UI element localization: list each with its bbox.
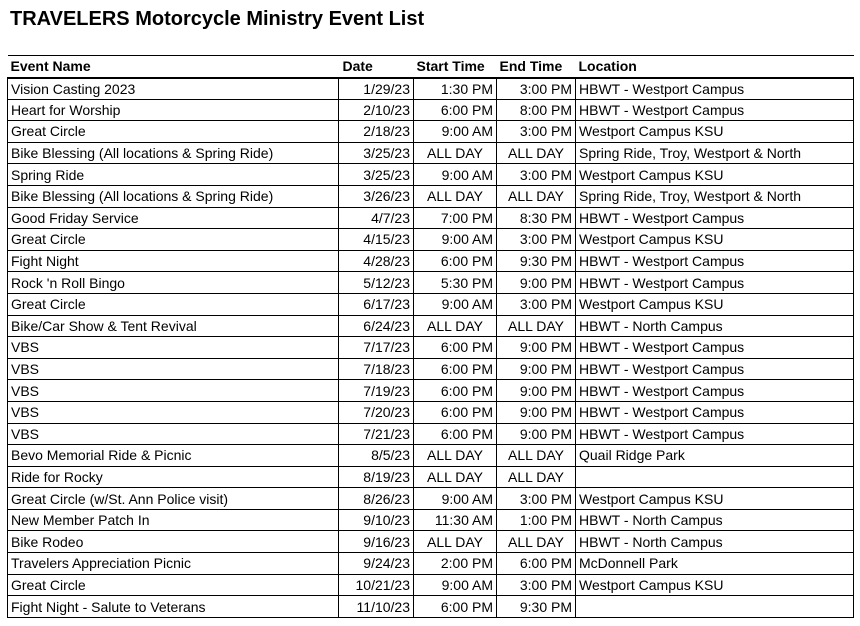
- cell-end-time: 3:00 PM: [497, 164, 576, 186]
- cell-location: HBWT - Westport Campus: [576, 337, 854, 359]
- cell-location: Westport Campus KSU: [576, 121, 854, 143]
- cell-start-time: ALL DAY: [414, 185, 497, 207]
- table-row: [8, 337, 854, 359]
- cell-end-time: 8:00 PM: [497, 99, 576, 121]
- cell-event-name: Great Circle: [8, 574, 339, 596]
- cell-start-time: ALL DAY: [414, 142, 497, 164]
- cell-start-time: 9:00 AM: [414, 164, 497, 186]
- table-row: [8, 121, 854, 143]
- header-end-time: End Time: [497, 56, 576, 78]
- table-row: [8, 293, 854, 315]
- cell-date: 4/15/23: [339, 229, 414, 251]
- table-row: [8, 207, 854, 229]
- cell-location: HBWT - Westport Campus: [576, 78, 854, 100]
- table-body: [8, 78, 854, 618]
- cell-start-time: 11:30 AM: [414, 509, 497, 531]
- cell-event-name: Great Circle: [8, 293, 339, 315]
- table-row: [8, 78, 854, 100]
- cell-end-time: 9:00 PM: [497, 337, 576, 359]
- cell-date: 8/5/23: [339, 445, 414, 467]
- cell-event-name: Travelers Appreciation Picnic: [8, 553, 339, 575]
- cell-event-name: VBS: [8, 423, 339, 445]
- table-row: [8, 531, 854, 553]
- table-row: [8, 423, 854, 445]
- cell-location: HBWT - Westport Campus: [576, 401, 854, 423]
- cell-event-name: Vision Casting 2023: [8, 78, 339, 100]
- cell-location: HBWT - Westport Campus: [576, 358, 854, 380]
- cell-date: 8/26/23: [339, 488, 414, 510]
- table-row: [8, 401, 854, 423]
- table-row: [8, 250, 854, 272]
- cell-start-time: 6:00 PM: [414, 337, 497, 359]
- cell-date: 7/19/23: [339, 380, 414, 402]
- cell-event-name: VBS: [8, 337, 339, 359]
- cell-end-time: 6:00 PM: [497, 553, 576, 575]
- cell-location: McDonnell Park: [576, 553, 854, 575]
- cell-end-time: 9:00 PM: [497, 380, 576, 402]
- cell-location: HBWT - Westport Campus: [576, 423, 854, 445]
- cell-event-name: Heart for Worship: [8, 99, 339, 121]
- table-header: [8, 56, 854, 78]
- table-row: [8, 553, 854, 575]
- cell-location: HBWT - North Campus: [576, 509, 854, 531]
- cell-start-time: 6:00 PM: [414, 401, 497, 423]
- table-row: [8, 380, 854, 402]
- cell-end-time: 9:00 PM: [497, 401, 576, 423]
- cell-location: HBWT - Westport Campus: [576, 250, 854, 272]
- cell-event-name: Fight Night: [8, 250, 339, 272]
- cell-start-time: ALL DAY: [414, 531, 497, 553]
- cell-start-time: 1:30 PM: [414, 78, 497, 100]
- cell-end-time: 3:00 PM: [497, 229, 576, 251]
- cell-end-time: 9:00 PM: [497, 423, 576, 445]
- table-row: [8, 315, 854, 337]
- cell-location: Spring Ride, Troy, Westport & North: [576, 142, 854, 164]
- header-location: Location: [576, 56, 854, 78]
- table-row: [8, 445, 854, 467]
- cell-start-time: ALL DAY: [414, 315, 497, 337]
- cell-end-time: 9:00 PM: [497, 272, 576, 294]
- cell-event-name: New Member Patch In: [8, 509, 339, 531]
- header-row: [8, 56, 854, 78]
- cell-event-name: Bevo Memorial Ride & Picnic: [8, 445, 339, 467]
- page-title: TRAVELERS Motorcycle Ministry Event List: [10, 8, 425, 30]
- cell-end-time: 3:00 PM: [497, 78, 576, 100]
- cell-end-time: ALL DAY: [497, 445, 576, 467]
- cell-date: 7/18/23: [339, 358, 414, 380]
- cell-event-name: VBS: [8, 401, 339, 423]
- cell-start-time: 6:00 PM: [414, 358, 497, 380]
- cell-end-time: 9:30 PM: [497, 250, 576, 272]
- cell-start-time: ALL DAY: [414, 466, 497, 488]
- cell-date: 9/10/23: [339, 509, 414, 531]
- cell-date: 3/26/23: [339, 185, 414, 207]
- cell-date: 1/29/23: [339, 78, 414, 100]
- cell-location: HBWT - North Campus: [576, 531, 854, 553]
- cell-date: 5/12/23: [339, 272, 414, 294]
- cell-date: 9/24/23: [339, 553, 414, 575]
- cell-start-time: 9:00 AM: [414, 293, 497, 315]
- cell-start-time: 9:00 AM: [414, 488, 497, 510]
- cell-event-name: Good Friday Service: [8, 207, 339, 229]
- cell-end-time: ALL DAY: [497, 466, 576, 488]
- table-row: [8, 574, 854, 596]
- cell-date: 7/21/23: [339, 423, 414, 445]
- cell-end-time: 8:30 PM: [497, 207, 576, 229]
- cell-date: 9/16/23: [339, 531, 414, 553]
- cell-end-time: ALL DAY: [497, 531, 576, 553]
- cell-end-time: ALL DAY: [497, 315, 576, 337]
- cell-event-name: VBS: [8, 358, 339, 380]
- cell-location: Westport Campus KSU: [576, 488, 854, 510]
- cell-date: 8/19/23: [339, 466, 414, 488]
- cell-event-name: Bike Blessing (All locations & Spring Ride): [8, 185, 339, 207]
- cell-date: 6/17/23: [339, 293, 414, 315]
- cell-location: Spring Ride, Troy, Westport & North: [576, 185, 854, 207]
- table-row: [8, 596, 854, 618]
- cell-location: Westport Campus KSU: [576, 164, 854, 186]
- header-start-time: Start Time: [414, 56, 497, 78]
- cell-location: Westport Campus KSU: [576, 293, 854, 315]
- cell-end-time: ALL DAY: [497, 185, 576, 207]
- cell-end-time: ALL DAY: [497, 142, 576, 164]
- cell-start-time: 6:00 PM: [414, 250, 497, 272]
- cell-event-name: VBS: [8, 380, 339, 402]
- cell-start-time: 6:00 PM: [414, 380, 497, 402]
- cell-event-name: Great Circle (w/St. Ann Police visit): [8, 488, 339, 510]
- cell-start-time: 6:00 PM: [414, 99, 497, 121]
- cell-start-time: 6:00 PM: [414, 423, 497, 445]
- cell-location: Westport Campus KSU: [576, 229, 854, 251]
- table-row: [8, 142, 854, 164]
- cell-date: 7/20/23: [339, 401, 414, 423]
- cell-start-time: 7:00 PM: [414, 207, 497, 229]
- cell-date: 2/10/23: [339, 99, 414, 121]
- cell-location: HBWT - North Campus: [576, 315, 854, 337]
- table-row: [8, 164, 854, 186]
- table-row: [8, 466, 854, 488]
- table-row: [8, 185, 854, 207]
- cell-end-time: 3:00 PM: [497, 293, 576, 315]
- cell-location: HBWT - Westport Campus: [576, 99, 854, 121]
- cell-start-time: 6:00 PM: [414, 596, 497, 618]
- header-event-name: Event Name: [8, 56, 339, 78]
- cell-date: 11/10/23: [339, 596, 414, 618]
- cell-event-name: Bike Rodeo: [8, 531, 339, 553]
- cell-date: 3/25/23: [339, 164, 414, 186]
- table-row: [8, 99, 854, 121]
- table-row: [8, 509, 854, 531]
- event-table: [7, 55, 854, 618]
- cell-date: 4/7/23: [339, 207, 414, 229]
- cell-event-name: Ride for Rocky: [8, 466, 339, 488]
- table-row: [8, 358, 854, 380]
- cell-date: 10/21/23: [339, 574, 414, 596]
- cell-start-time: 9:00 AM: [414, 121, 497, 143]
- cell-location: HBWT - Westport Campus: [576, 272, 854, 294]
- cell-start-time: 2:00 PM: [414, 553, 497, 575]
- cell-start-time: 9:00 AM: [414, 229, 497, 251]
- cell-start-time: 5:30 PM: [414, 272, 497, 294]
- table-row: [8, 488, 854, 510]
- cell-date: 2/18/23: [339, 121, 414, 143]
- header-date: Date: [339, 56, 414, 78]
- cell-date: 3/25/23: [339, 142, 414, 164]
- cell-event-name: Spring Ride: [8, 164, 339, 186]
- cell-location: [576, 596, 854, 618]
- cell-end-time: 9:30 PM: [497, 596, 576, 618]
- cell-event-name: Great Circle: [8, 229, 339, 251]
- cell-event-name: Bike Blessing (All locations & Spring Ride): [8, 142, 339, 164]
- cell-end-time: 3:00 PM: [497, 488, 576, 510]
- cell-start-time: 9:00 AM: [414, 574, 497, 596]
- cell-event-name: Fight Night - Salute to Veterans: [8, 596, 339, 618]
- cell-end-time: 1:00 PM: [497, 509, 576, 531]
- cell-end-time: 3:00 PM: [497, 121, 576, 143]
- table-row: [8, 272, 854, 294]
- cell-date: 7/17/23: [339, 337, 414, 359]
- cell-location: Westport Campus KSU: [576, 574, 854, 596]
- cell-event-name: Bike/Car Show & Tent Revival: [8, 315, 339, 337]
- cell-event-name: Rock 'n Roll Bingo: [8, 272, 339, 294]
- cell-location: [576, 466, 854, 488]
- cell-end-time: 3:00 PM: [497, 574, 576, 596]
- cell-start-time: ALL DAY: [414, 445, 497, 467]
- cell-location: HBWT - Westport Campus: [576, 380, 854, 402]
- cell-date: 6/24/23: [339, 315, 414, 337]
- cell-date: 4/28/23: [339, 250, 414, 272]
- cell-event-name: Great Circle: [8, 121, 339, 143]
- cell-end-time: 9:00 PM: [497, 358, 576, 380]
- table-row: [8, 229, 854, 251]
- cell-location: Quail Ridge Park: [576, 445, 854, 467]
- cell-location: HBWT - Westport Campus: [576, 207, 854, 229]
